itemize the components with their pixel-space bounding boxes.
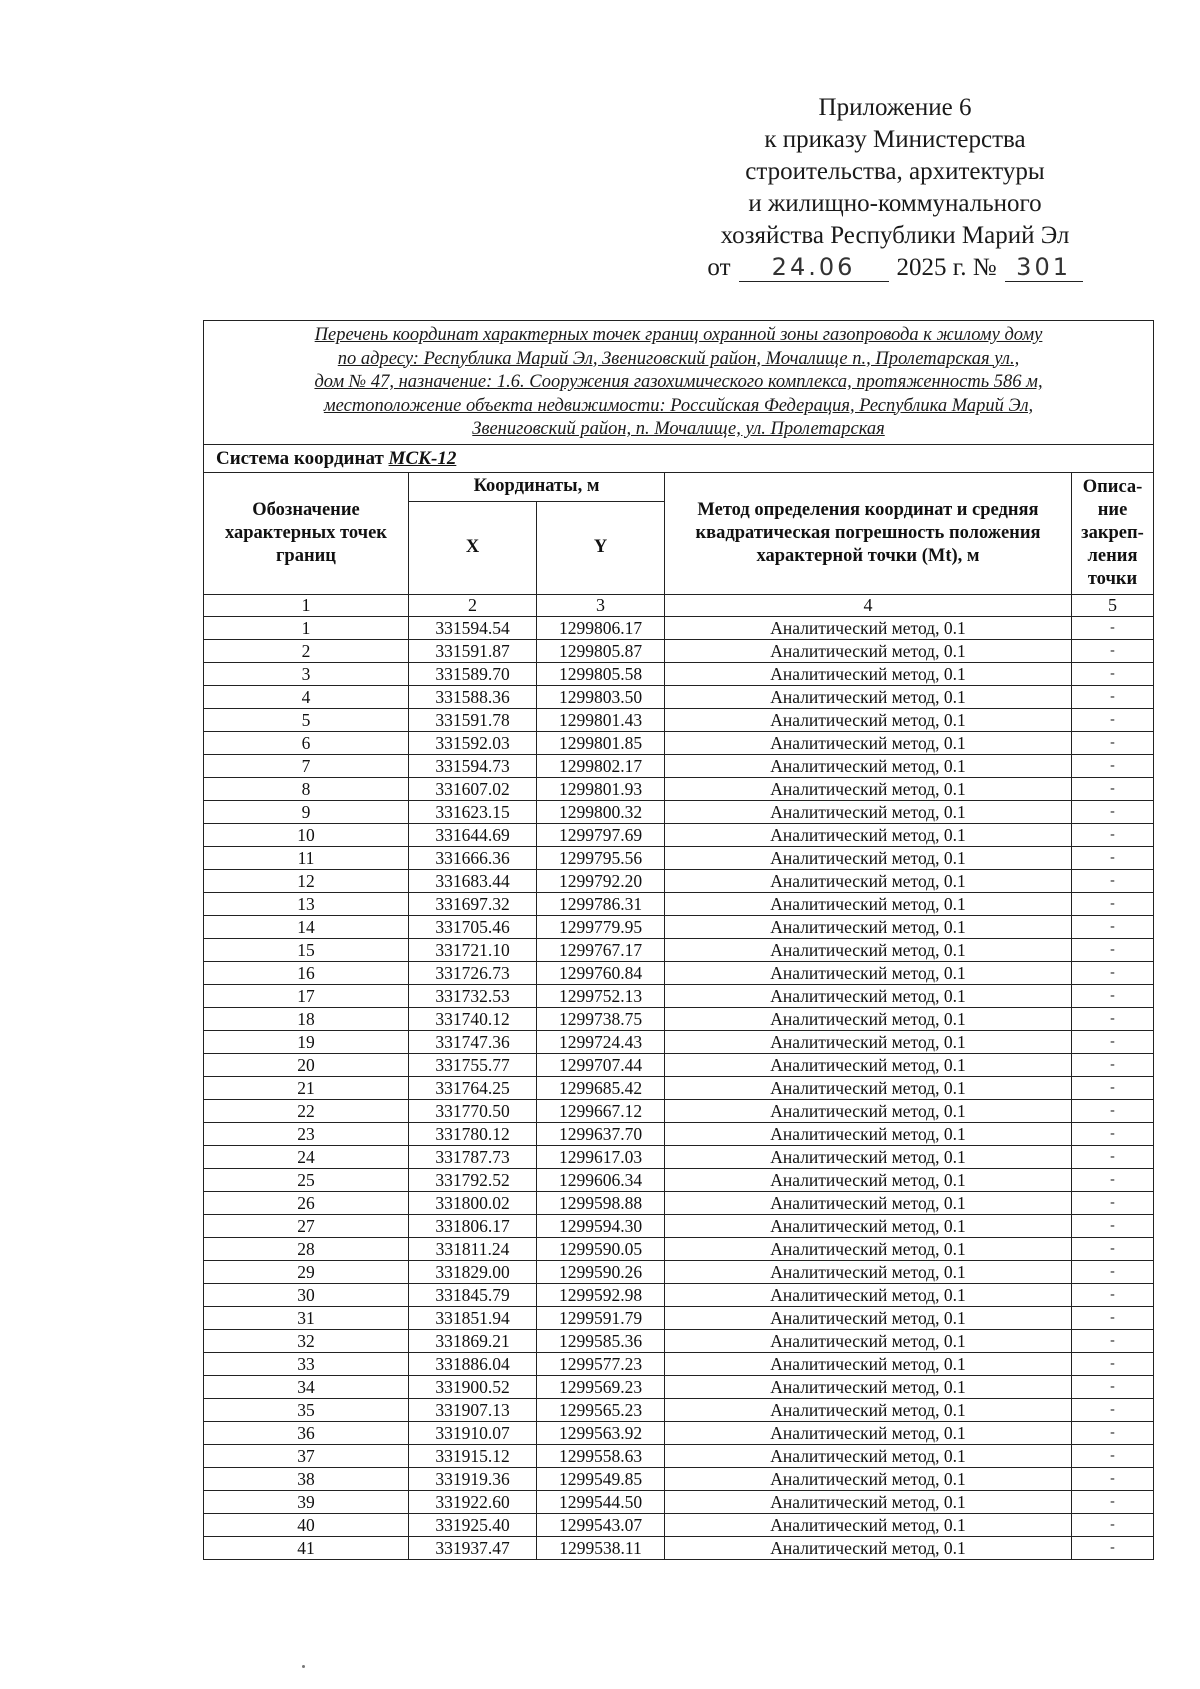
point-cell: 30 bbox=[204, 1283, 409, 1306]
column-number: 4 bbox=[665, 594, 1072, 616]
desc-cell: - bbox=[1072, 1168, 1154, 1191]
desc-cell: - bbox=[1072, 1283, 1154, 1306]
table-row bbox=[204, 1076, 1154, 1099]
point-cell: 9 bbox=[204, 800, 409, 823]
table-row bbox=[204, 639, 1154, 662]
y-cell: 1299637.70 bbox=[537, 1122, 665, 1145]
y-cell: 1299801.85 bbox=[537, 731, 665, 754]
x-cell: 331919.36 bbox=[409, 1467, 537, 1490]
table-row bbox=[204, 892, 1154, 915]
desc-cell: - bbox=[1072, 1513, 1154, 1536]
point-cell: 29 bbox=[204, 1260, 409, 1283]
point-cell: 15 bbox=[204, 938, 409, 961]
x-cell: 331907.13 bbox=[409, 1398, 537, 1421]
desc-cell: - bbox=[1072, 1099, 1154, 1122]
method-cell: Аналитический метод, 0.1 bbox=[665, 1536, 1072, 1559]
x-cell: 331811.24 bbox=[409, 1237, 537, 1260]
y-cell: 1299752.13 bbox=[537, 984, 665, 1007]
table-row bbox=[204, 1145, 1154, 1168]
y-cell: 1299543.07 bbox=[537, 1513, 665, 1536]
point-cell: 33 bbox=[204, 1352, 409, 1375]
table-row bbox=[204, 616, 1154, 639]
method-cell: Аналитический метод, 0.1 bbox=[665, 961, 1072, 984]
point-cell: 8 bbox=[204, 777, 409, 800]
point-cell: 31 bbox=[204, 1306, 409, 1329]
ministry-line-3: хозяйства Республики Марий Эл bbox=[720, 222, 1070, 249]
y-cell: 1299707.44 bbox=[537, 1053, 665, 1076]
point-cell: 35 bbox=[204, 1398, 409, 1421]
x-cell: 331755.77 bbox=[409, 1053, 537, 1076]
table-row bbox=[204, 1444, 1154, 1467]
method-cell: Аналитический метод, 0.1 bbox=[665, 1030, 1072, 1053]
method-cell: Аналитический метод, 0.1 bbox=[665, 1306, 1072, 1329]
desc-cell: - bbox=[1072, 1421, 1154, 1444]
point-cell: 7 bbox=[204, 754, 409, 777]
point-cell: 6 bbox=[204, 731, 409, 754]
y-cell: 1299592.98 bbox=[537, 1283, 665, 1306]
table-row bbox=[204, 915, 1154, 938]
y-cell: 1299805.58 bbox=[537, 662, 665, 685]
y-cell: 1299801.43 bbox=[537, 708, 665, 731]
y-cell: 1299806.17 bbox=[537, 616, 665, 639]
y-cell: 1299800.32 bbox=[537, 800, 665, 823]
y-cell: 1299779.95 bbox=[537, 915, 665, 938]
desc-cell: - bbox=[1072, 1030, 1154, 1053]
table-row bbox=[204, 1513, 1154, 1536]
method-cell: Аналитический метод, 0.1 bbox=[665, 1513, 1072, 1536]
y-cell: 1299598.88 bbox=[537, 1191, 665, 1214]
table-row bbox=[204, 1490, 1154, 1513]
method-cell: Аналитический метод, 0.1 bbox=[665, 846, 1072, 869]
y-cell: 1299563.92 bbox=[537, 1421, 665, 1444]
point-cell: 28 bbox=[204, 1237, 409, 1260]
point-cell: 10 bbox=[204, 823, 409, 846]
y-cell: 1299767.17 bbox=[537, 938, 665, 961]
desc-cell: - bbox=[1072, 1536, 1154, 1559]
method-cell: Аналитический метод, 0.1 bbox=[665, 662, 1072, 685]
method-cell: Аналитический метод, 0.1 bbox=[665, 1053, 1072, 1076]
column-number: 1 bbox=[204, 594, 409, 616]
table-row bbox=[204, 984, 1154, 1007]
x-cell: 331721.10 bbox=[409, 938, 537, 961]
table-row bbox=[204, 1329, 1154, 1352]
desc-cell: - bbox=[1072, 1260, 1154, 1283]
table-row bbox=[204, 1536, 1154, 1559]
method-cell: Аналитический метод, 0.1 bbox=[665, 869, 1072, 892]
point-cell: 36 bbox=[204, 1421, 409, 1444]
point-cell: 2 bbox=[204, 639, 409, 662]
handwritten-order-number: 301 bbox=[1005, 253, 1083, 282]
x-cell: 331787.73 bbox=[409, 1145, 537, 1168]
method-cell: Аналитический метод, 0.1 bbox=[665, 754, 1072, 777]
x-cell: 331666.36 bbox=[409, 846, 537, 869]
desc-cell: - bbox=[1072, 1007, 1154, 1030]
method-cell: Аналитический метод, 0.1 bbox=[665, 1214, 1072, 1237]
y-cell: 1299606.34 bbox=[537, 1168, 665, 1191]
point-cell: 39 bbox=[204, 1490, 409, 1513]
x-cell: 331770.50 bbox=[409, 1099, 537, 1122]
point-cell: 20 bbox=[204, 1053, 409, 1076]
x-cell: 331683.44 bbox=[409, 869, 537, 892]
point-cell: 23 bbox=[204, 1122, 409, 1145]
desc-cell: - bbox=[1072, 1122, 1154, 1145]
col-header-point: Обозначение характерных точек границ bbox=[204, 472, 409, 594]
desc-cell: - bbox=[1072, 1306, 1154, 1329]
y-cell: 1299591.79 bbox=[537, 1306, 665, 1329]
desc-cell: - bbox=[1072, 869, 1154, 892]
x-cell: 331732.53 bbox=[409, 984, 537, 1007]
method-cell: Аналитический метод, 0.1 bbox=[665, 639, 1072, 662]
table-title-row bbox=[204, 321, 1154, 445]
desc-cell: - bbox=[1072, 1145, 1154, 1168]
coordinates-table bbox=[203, 320, 1154, 1560]
col-header-x: X bbox=[409, 501, 537, 594]
table-row bbox=[204, 1237, 1154, 1260]
point-cell: 5 bbox=[204, 708, 409, 731]
method-cell: Аналитический метод, 0.1 bbox=[665, 915, 1072, 938]
desc-cell: - bbox=[1072, 1214, 1154, 1237]
x-cell: 331594.54 bbox=[409, 616, 537, 639]
method-cell: Аналитический метод, 0.1 bbox=[665, 1237, 1072, 1260]
point-cell: 27 bbox=[204, 1214, 409, 1237]
point-cell: 13 bbox=[204, 892, 409, 915]
point-cell: 16 bbox=[204, 961, 409, 984]
column-number: 3 bbox=[537, 594, 665, 616]
x-cell: 331697.32 bbox=[409, 892, 537, 915]
desc-cell: - bbox=[1072, 800, 1154, 823]
appendix-title: Приложение 6 bbox=[818, 94, 972, 121]
desc-cell: - bbox=[1072, 846, 1154, 869]
desc-cell: - bbox=[1072, 961, 1154, 984]
method-cell: Аналитический метод, 0.1 bbox=[665, 1421, 1072, 1444]
y-cell: 1299738.75 bbox=[537, 1007, 665, 1030]
ministry-line-2: и жилищно-коммунального bbox=[748, 190, 1042, 217]
desc-cell: - bbox=[1072, 984, 1154, 1007]
x-cell: 331910.07 bbox=[409, 1421, 537, 1444]
table-row bbox=[204, 1283, 1154, 1306]
x-cell: 331915.12 bbox=[409, 1444, 537, 1467]
table-row bbox=[204, 1053, 1154, 1076]
desc-cell: - bbox=[1072, 731, 1154, 754]
desc-cell: - bbox=[1072, 823, 1154, 846]
table-row bbox=[204, 1375, 1154, 1398]
method-cell: Аналитический метод, 0.1 bbox=[665, 984, 1072, 1007]
method-cell: Аналитический метод, 0.1 bbox=[665, 1076, 1072, 1099]
desc-cell: - bbox=[1072, 1490, 1154, 1513]
x-cell: 331851.94 bbox=[409, 1306, 537, 1329]
point-cell: 41 bbox=[204, 1536, 409, 1559]
y-cell: 1299558.63 bbox=[537, 1444, 665, 1467]
desc-cell: - bbox=[1072, 639, 1154, 662]
y-cell: 1299760.84 bbox=[537, 961, 665, 984]
desc-cell: - bbox=[1072, 1329, 1154, 1352]
x-cell: 331607.02 bbox=[409, 777, 537, 800]
table-title-line: по адресу: Республика Марий Эл, Звениговский район, Мочалище п., Пролетарская ул., bbox=[337, 348, 1020, 369]
method-cell: Аналитический метод, 0.1 bbox=[665, 1168, 1072, 1191]
table-row bbox=[204, 1168, 1154, 1191]
point-cell: 12 bbox=[204, 869, 409, 892]
scan-speck bbox=[302, 1665, 305, 1668]
y-cell: 1299724.43 bbox=[537, 1030, 665, 1053]
method-cell: Аналитический метод, 0.1 bbox=[665, 777, 1072, 800]
desc-cell: - bbox=[1072, 754, 1154, 777]
x-cell: 331623.15 bbox=[409, 800, 537, 823]
point-cell: 32 bbox=[204, 1329, 409, 1352]
desc-cell: - bbox=[1072, 777, 1154, 800]
point-cell: 22 bbox=[204, 1099, 409, 1122]
y-cell: 1299617.03 bbox=[537, 1145, 665, 1168]
y-cell: 1299590.05 bbox=[537, 1237, 665, 1260]
table-row bbox=[204, 1260, 1154, 1283]
order-reference-line: к приказу Министерства bbox=[764, 126, 1026, 153]
table-row bbox=[204, 800, 1154, 823]
y-cell: 1299544.50 bbox=[537, 1490, 665, 1513]
method-cell: Аналитический метод, 0.1 bbox=[665, 1490, 1072, 1513]
method-cell: Аналитический метод, 0.1 bbox=[665, 800, 1072, 823]
appendix-header bbox=[640, 92, 1150, 284]
desc-cell: - bbox=[1072, 892, 1154, 915]
table-row bbox=[204, 1398, 1154, 1421]
x-cell: 331592.03 bbox=[409, 731, 537, 754]
coordinate-system-label: Система координат bbox=[216, 447, 384, 469]
y-cell: 1299569.23 bbox=[537, 1375, 665, 1398]
method-cell: Аналитический метод, 0.1 bbox=[665, 1260, 1072, 1283]
point-cell: 4 bbox=[204, 685, 409, 708]
x-cell: 331900.52 bbox=[409, 1375, 537, 1398]
method-cell: Аналитический метод, 0.1 bbox=[665, 892, 1072, 915]
desc-cell: - bbox=[1072, 1076, 1154, 1099]
desc-cell: - bbox=[1072, 1352, 1154, 1375]
coordinate-system bbox=[204, 444, 1154, 472]
x-cell: 331806.17 bbox=[409, 1214, 537, 1237]
y-cell: 1299577.23 bbox=[537, 1352, 665, 1375]
y-cell: 1299549.85 bbox=[537, 1467, 665, 1490]
x-cell: 331591.87 bbox=[409, 639, 537, 662]
point-cell: 18 bbox=[204, 1007, 409, 1030]
col-header-y: Y bbox=[537, 501, 665, 594]
desc-cell: - bbox=[1072, 1444, 1154, 1467]
table-row bbox=[204, 846, 1154, 869]
point-cell: 37 bbox=[204, 1444, 409, 1467]
x-cell: 331764.25 bbox=[409, 1076, 537, 1099]
point-cell: 19 bbox=[204, 1030, 409, 1053]
year-number-label: 2025 г. № bbox=[896, 254, 997, 281]
method-cell: Аналитический метод, 0.1 bbox=[665, 1099, 1072, 1122]
desc-cell: - bbox=[1072, 1375, 1154, 1398]
column-number: 2 bbox=[409, 594, 537, 616]
x-cell: 331845.79 bbox=[409, 1283, 537, 1306]
point-cell: 11 bbox=[204, 846, 409, 869]
table-row bbox=[204, 1007, 1154, 1030]
table-row bbox=[204, 1191, 1154, 1214]
y-cell: 1299667.12 bbox=[537, 1099, 665, 1122]
table-title-line: дом № 47, назначение: 1.6. Сооружения газохимического комплекса, протяженность 586 м, bbox=[314, 372, 1043, 392]
method-cell: Аналитический метод, 0.1 bbox=[665, 1283, 1072, 1306]
x-cell: 331747.36 bbox=[409, 1030, 537, 1053]
from-label: от bbox=[707, 254, 731, 281]
col-header-coords: Координаты, м bbox=[409, 472, 665, 501]
method-cell: Аналитический метод, 0.1 bbox=[665, 1467, 1072, 1490]
desc-cell: - bbox=[1072, 1398, 1154, 1421]
x-cell: 331588.36 bbox=[409, 685, 537, 708]
table-title-line: Перечень координат характерных точек границ охранной зоны газопровода к жилому дому bbox=[314, 325, 1043, 345]
table-title-line: Звениговский район, п. Мочалище, ул. Пролетарская bbox=[472, 419, 885, 439]
coordinate-system-value: МСК-12 bbox=[388, 447, 457, 469]
desc-cell: - bbox=[1072, 1053, 1154, 1076]
table-row bbox=[204, 961, 1154, 984]
table-row bbox=[204, 754, 1154, 777]
desc-cell: - bbox=[1072, 938, 1154, 961]
point-cell: 34 bbox=[204, 1375, 409, 1398]
table-row bbox=[204, 1030, 1154, 1053]
desc-cell: - bbox=[1072, 662, 1154, 685]
table-row bbox=[204, 1306, 1154, 1329]
x-cell: 331925.40 bbox=[409, 1513, 537, 1536]
method-cell: Аналитический метод, 0.1 bbox=[665, 1191, 1072, 1214]
desc-cell: - bbox=[1072, 1237, 1154, 1260]
y-cell: 1299792.20 bbox=[537, 869, 665, 892]
table-row bbox=[204, 869, 1154, 892]
desc-cell: - bbox=[1072, 685, 1154, 708]
method-cell: Аналитический метод, 0.1 bbox=[665, 616, 1072, 639]
method-cell: Аналитический метод, 0.1 bbox=[665, 1444, 1072, 1467]
method-cell: Аналитический метод, 0.1 bbox=[665, 1329, 1072, 1352]
column-number: 5 bbox=[1072, 594, 1154, 616]
point-cell: 14 bbox=[204, 915, 409, 938]
point-cell: 24 bbox=[204, 1145, 409, 1168]
x-cell: 331644.69 bbox=[409, 823, 537, 846]
method-cell: Аналитический метод, 0.1 bbox=[665, 1352, 1072, 1375]
table-title bbox=[204, 321, 1154, 445]
point-cell: 1 bbox=[204, 616, 409, 639]
table-title-line: местоположение объекта недвижимости: Российская Федерация, Республика Марий Эл, bbox=[323, 395, 1034, 416]
point-cell: 3 bbox=[204, 662, 409, 685]
y-cell: 1299565.23 bbox=[537, 1398, 665, 1421]
x-cell: 331792.52 bbox=[409, 1168, 537, 1191]
method-cell: Аналитический метод, 0.1 bbox=[665, 1007, 1072, 1030]
method-cell: Аналитический метод, 0.1 bbox=[665, 823, 1072, 846]
table-row bbox=[204, 708, 1154, 731]
method-cell: Аналитический метод, 0.1 bbox=[665, 1145, 1072, 1168]
point-cell: 25 bbox=[204, 1168, 409, 1191]
desc-cell: - bbox=[1072, 1467, 1154, 1490]
col-header-method: Метод определения координат и средняя квадратическая погрешность положения характерной точки (Mt), м bbox=[665, 472, 1072, 594]
table-row bbox=[204, 1421, 1154, 1444]
point-cell: 21 bbox=[204, 1076, 409, 1099]
table-row bbox=[204, 731, 1154, 754]
y-cell: 1299797.69 bbox=[537, 823, 665, 846]
method-cell: Аналитический метод, 0.1 bbox=[665, 1375, 1072, 1398]
x-cell: 331705.46 bbox=[409, 915, 537, 938]
y-cell: 1299585.36 bbox=[537, 1329, 665, 1352]
handwritten-date: 24.06 bbox=[739, 253, 889, 282]
y-cell: 1299803.50 bbox=[537, 685, 665, 708]
y-cell: 1299802.17 bbox=[537, 754, 665, 777]
table-row bbox=[204, 1099, 1154, 1122]
y-cell: 1299786.31 bbox=[537, 892, 665, 915]
x-cell: 331922.60 bbox=[409, 1490, 537, 1513]
point-cell: 17 bbox=[204, 984, 409, 1007]
header-row-1 bbox=[204, 472, 1154, 501]
x-cell: 331886.04 bbox=[409, 1352, 537, 1375]
y-cell: 1299685.42 bbox=[537, 1076, 665, 1099]
desc-cell: - bbox=[1072, 708, 1154, 731]
table-row bbox=[204, 938, 1154, 961]
x-cell: 331591.78 bbox=[409, 708, 537, 731]
x-cell: 331594.73 bbox=[409, 754, 537, 777]
table-row bbox=[204, 1214, 1154, 1237]
coordinate-system-row bbox=[204, 444, 1154, 472]
y-cell: 1299594.30 bbox=[537, 1214, 665, 1237]
y-cell: 1299801.93 bbox=[537, 777, 665, 800]
method-cell: Аналитический метод, 0.1 bbox=[665, 1122, 1072, 1145]
method-cell: Аналитический метод, 0.1 bbox=[665, 938, 1072, 961]
desc-cell: - bbox=[1072, 1191, 1154, 1214]
x-cell: 331829.00 bbox=[409, 1260, 537, 1283]
point-cell: 26 bbox=[204, 1191, 409, 1214]
x-cell: 331800.02 bbox=[409, 1191, 537, 1214]
y-cell: 1299795.56 bbox=[537, 846, 665, 869]
x-cell: 331589.70 bbox=[409, 662, 537, 685]
table-row bbox=[204, 1122, 1154, 1145]
x-cell: 331780.12 bbox=[409, 1122, 537, 1145]
table-row bbox=[204, 662, 1154, 685]
x-cell: 331937.47 bbox=[409, 1536, 537, 1559]
table-row bbox=[204, 777, 1154, 800]
point-cell: 38 bbox=[204, 1467, 409, 1490]
method-cell: Аналитический метод, 0.1 bbox=[665, 685, 1072, 708]
x-cell: 331726.73 bbox=[409, 961, 537, 984]
table-row bbox=[204, 1467, 1154, 1490]
method-cell: Аналитический метод, 0.1 bbox=[665, 731, 1072, 754]
column-numbers-row bbox=[204, 594, 1154, 616]
table-row bbox=[204, 1352, 1154, 1375]
order-date-line bbox=[640, 252, 1150, 284]
x-cell: 331740.12 bbox=[409, 1007, 537, 1030]
desc-cell: - bbox=[1072, 616, 1154, 639]
y-cell: 1299538.11 bbox=[537, 1536, 665, 1559]
table-row bbox=[204, 823, 1154, 846]
ministry-line-1: строительства, архитектуры bbox=[745, 158, 1045, 185]
col-header-desc: Описа-ние закреп-ления точки bbox=[1072, 472, 1154, 594]
point-cell: 40 bbox=[204, 1513, 409, 1536]
method-cell: Аналитический метод, 0.1 bbox=[665, 708, 1072, 731]
desc-cell: - bbox=[1072, 915, 1154, 938]
x-cell: 331869.21 bbox=[409, 1329, 537, 1352]
table-row bbox=[204, 685, 1154, 708]
y-cell: 1299805.87 bbox=[537, 639, 665, 662]
y-cell: 1299590.26 bbox=[537, 1260, 665, 1283]
method-cell: Аналитический метод, 0.1 bbox=[665, 1398, 1072, 1421]
